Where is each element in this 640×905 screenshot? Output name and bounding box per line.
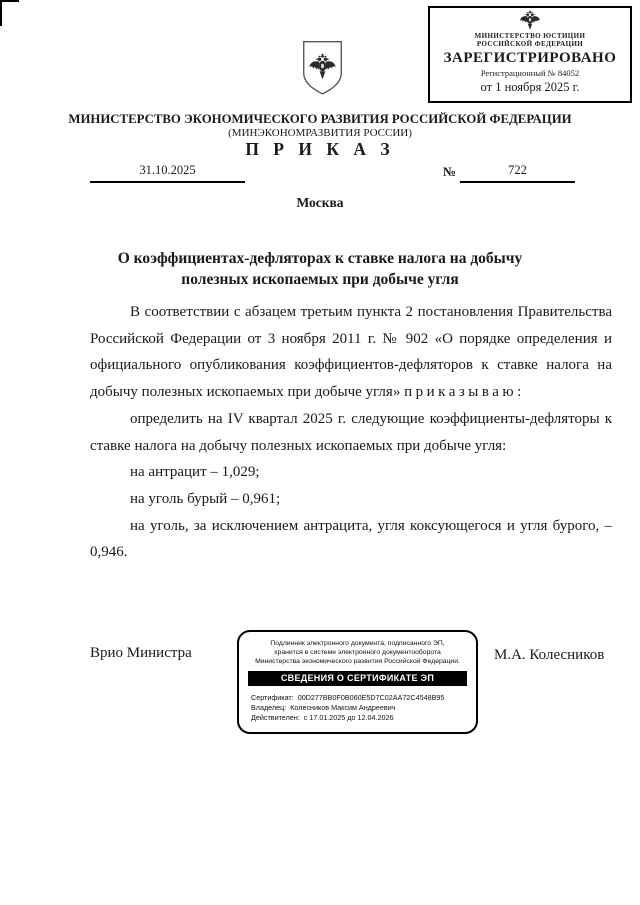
esign-certificate-details	[251, 693, 476, 722]
order-number: 722	[460, 163, 575, 183]
body-item-other-coal: на уголь, за исключением антрацита, угля коксующегося и угля бурого, – 0,946.	[90, 517, 612, 561]
electronic-signature-stamp	[237, 630, 478, 734]
stamp-ministry-line2: РОССИЙСКОЙ ФЕДЕРАЦИИ	[476, 40, 584, 48]
owner-label: Владелец:	[251, 702, 287, 712]
certificate-value: 00D277BB0F0B060E5D7C02AA72C4548B95	[297, 693, 445, 702]
document-body	[90, 299, 612, 566]
document-title-line2: полезных ископаемых при добыче угля	[181, 270, 459, 288]
stamp-eagle-icon	[430, 10, 630, 32]
order-date: 31.10.2025	[90, 163, 245, 183]
body-item-brown-coal: на уголь бурый – 0,961;	[130, 490, 281, 507]
scan-artifact-top	[0, 0, 19, 2]
owner-value: Колесников Максим Андреевич	[290, 702, 396, 712]
coat-of-arms-icon	[299, 39, 346, 97]
stamp-registration-number: Регистрационный № 84052	[480, 68, 580, 78]
scan-artifact-left	[0, 0, 2, 26]
esign-owner-line	[251, 703, 476, 713]
validity-label: Действителен:	[251, 712, 300, 722]
number-sign: №	[443, 164, 457, 179]
esign-disclaimer	[239, 639, 476, 666]
stamp-ministry-line1: МИНИСТЕРСТВО ЮСТИЦИИ	[474, 32, 586, 40]
registration-stamp	[428, 6, 632, 103]
esign-certificate-line	[251, 693, 476, 703]
esign-certificate-header: СВЕДЕНИЯ О СЕРТИФИКАТЕ ЭП	[248, 671, 467, 686]
esign-disclaimer-line2: хранится в системе электронного документооборота	[274, 649, 441, 656]
esign-validity-line	[251, 713, 476, 723]
ministry-name: МИНИСТЕРСТВО ЭКОНОМИЧЕСКОГО РАЗВИТИЯ РОССИЙСКОЙ ФЕДЕРАЦИИ	[68, 112, 572, 126]
signer-position: Врио Министра	[90, 645, 192, 661]
preamble-emphasis: приказываю:	[404, 384, 525, 401]
body-item-anthracite: на антрацит – 1,029;	[130, 464, 260, 481]
esign-disclaimer-line1: Подлинник электронного документа, подписанного ЭП,	[270, 640, 445, 647]
body-paragraph-determine: определить на IV квартал 2025 г. следующие коэффициенты-дефляторы к ставке налога на добычу полезных ископаемых при добыче угля:	[90, 410, 612, 454]
document-title-line1: О коэффициентах-дефляторах к ставке налога на добычу	[117, 250, 523, 267]
ministry-short-name: (МИНЭКОНОМРАЗВИТИЯ РОССИИ)	[228, 127, 412, 139]
document-title	[0, 249, 640, 290]
certificate-label: Сертификат:	[251, 693, 294, 702]
validity-value: с 17.01.2025 до 12.04.2026	[303, 712, 394, 722]
stamp-registration-date: от 1 ноября 2025 г.	[480, 80, 580, 94]
esign-disclaimer-line3: Министерства экономического развития Российской Федерации.	[255, 658, 460, 665]
city-label: Москва	[296, 195, 344, 210]
body-paragraph-preamble	[90, 299, 612, 406]
signer-name: М.А. Колесников	[494, 647, 605, 663]
preamble-text: В соответствии с абзацем третьим пункта 2 постановления Правительства Российской Федерации от 3 ноября 2011 г. № 902 «О порядке определения и официального опубликования коэффициентов-дефляторов к ставке налога на добычу полезных ископаемых при добыче угля»	[90, 304, 612, 401]
stamp-registered-label: ЗАРЕГИСТРИРОВАНО	[443, 50, 617, 66]
document-type-heading: П Р И К А З	[245, 139, 395, 159]
